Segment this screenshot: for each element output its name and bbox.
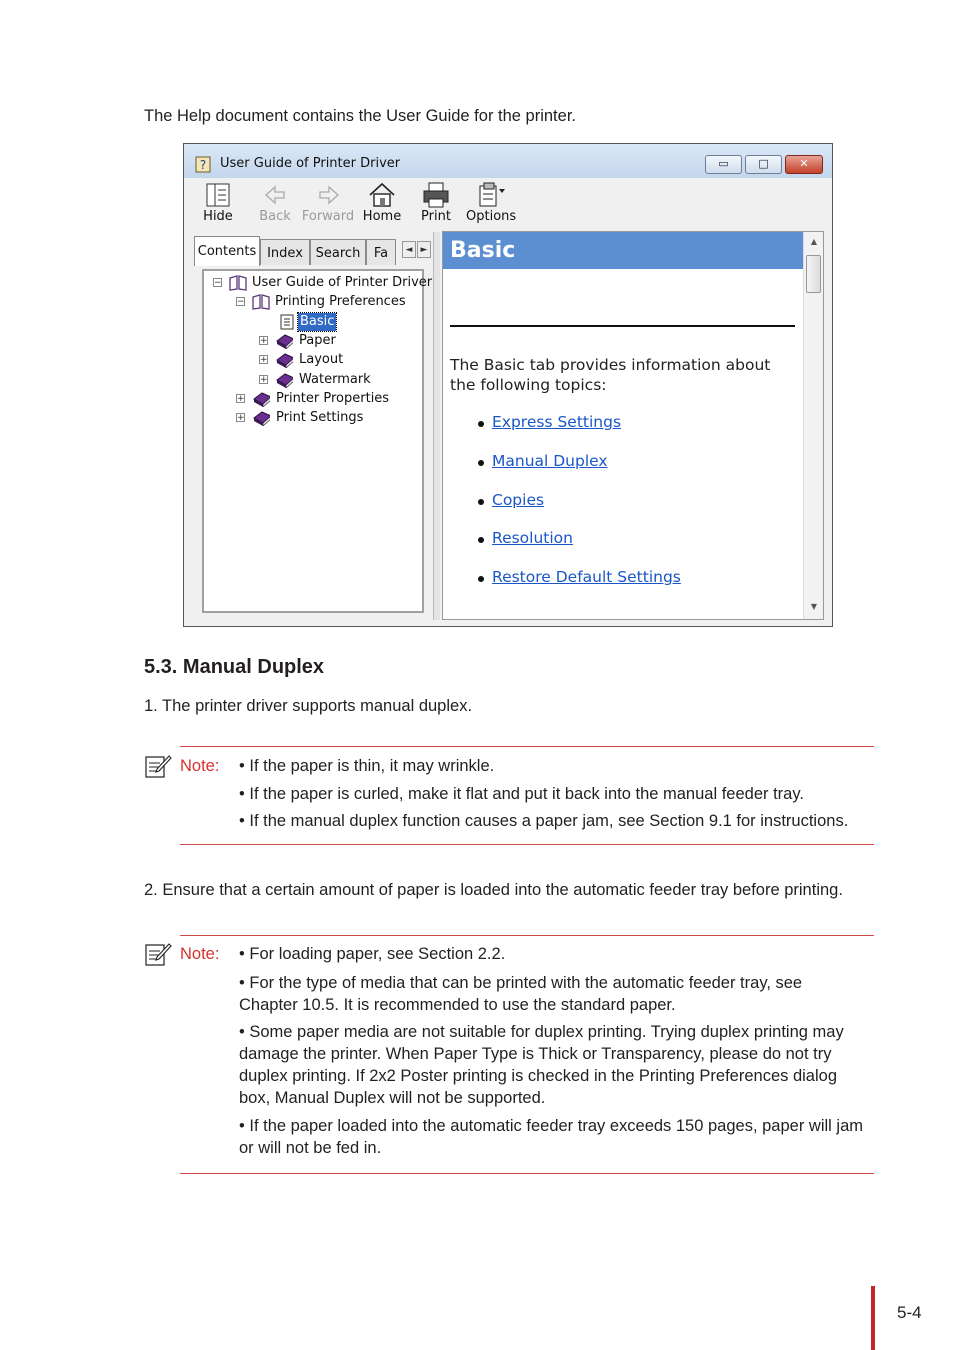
home-button[interactable] (362, 178, 402, 230)
closed-book-icon (275, 333, 293, 349)
open-book-icon (252, 294, 270, 310)
note-top-rule (180, 746, 874, 747)
bullet (478, 576, 484, 582)
bullet (478, 537, 484, 543)
navigation-pane (192, 236, 432, 620)
bullet (478, 421, 484, 427)
pane-splitter[interactable] (433, 232, 440, 620)
link-restore-default-settings[interactable]: Restore Default Settings (492, 568, 681, 586)
link-resolution[interactable]: Resolution (492, 529, 573, 547)
note-item: • For loading paper, see Section 2.2. (239, 945, 506, 963)
note-bottom-rule (180, 844, 874, 845)
options-icon (466, 181, 516, 209)
tree-item-label: Watermark (299, 372, 371, 387)
expand-icon[interactable]: + (237, 394, 245, 404)
hide-button[interactable] (198, 178, 238, 230)
home-label: Home (362, 209, 402, 224)
closed-book-icon (252, 391, 270, 407)
tab-search[interactable]: Search (310, 239, 366, 265)
tab-scroll-arrows (402, 241, 432, 259)
note-top-rule (180, 935, 874, 936)
tab-index[interactable]: Index (260, 239, 310, 265)
help-book-icon (194, 154, 214, 174)
topic-title: Basic (450, 238, 516, 263)
contents-tree (202, 269, 433, 613)
tab-scroll-right-button[interactable]: ► (417, 241, 431, 258)
bullet (478, 499, 484, 505)
expand-icon[interactable]: + (260, 375, 268, 385)
scroll-up-arrow-icon[interactable]: ▲ (810, 237, 818, 246)
expand-icon[interactable]: + (237, 413, 245, 423)
options-label: Options (466, 209, 517, 224)
tree-item-label: Printer Properties (276, 391, 390, 406)
page-marker-bar (871, 1286, 875, 1350)
tree-item-label: Print Settings (276, 410, 364, 425)
forward-label: Forward (301, 209, 355, 224)
title-bar[interactable] (184, 144, 832, 178)
close-icon: ✕ (799, 157, 809, 170)
expand-icon[interactable]: + (260, 355, 268, 365)
topic-divider (450, 325, 795, 327)
collapse-icon[interactable]: − (214, 278, 222, 288)
maximize-icon: □ (758, 157, 769, 170)
scroll-down-arrow-icon[interactable]: ▼ (810, 602, 818, 611)
note-bottom-rule (180, 1173, 874, 1174)
link-manual-duplex[interactable]: Manual Duplex (492, 452, 608, 470)
topic-pane (442, 231, 824, 620)
tree-item-label: Paper (299, 333, 336, 348)
tab-scroll-left-button[interactable]: ◄ (402, 241, 416, 258)
hide-icon (198, 181, 238, 209)
step-1-text: 1. The printer driver supports manual duplex. (144, 697, 473, 715)
tree-item-label: Basic (300, 314, 335, 329)
note-item: • If the paper is thin, it may wrinkle. (239, 757, 495, 775)
expand-icon[interactable]: + (260, 336, 268, 346)
tree-item-label: User Guide of Printer Driver (252, 275, 433, 290)
link-copies[interactable]: Copies (492, 491, 545, 509)
forward-arrow-icon (300, 181, 356, 209)
options-button[interactable] (466, 178, 516, 230)
note-pencil-icon (144, 941, 172, 967)
topic-banner (443, 232, 803, 269)
tab-contents[interactable]: Contents (194, 236, 260, 266)
toolbar (192, 178, 824, 230)
step-2-text: 2. Ensure that a certain amount of paper is loaded into the automatic feeder tray before printing. (144, 881, 843, 899)
hide-label: Hide (203, 209, 233, 224)
intro-text: The Help document contains the User Guide for the printer. (144, 107, 576, 125)
bullet (478, 460, 484, 466)
note-pencil-icon (144, 753, 172, 779)
note-label: Note: (180, 945, 220, 963)
note-item: • If the manual duplex function causes a paper jam, see Section 9.1 for instructions. (239, 812, 849, 830)
page-icon (278, 314, 296, 330)
back-button[interactable] (250, 178, 300, 230)
page-number: 5-4 (897, 1303, 922, 1322)
tab-favorites[interactable]: Fa (366, 239, 396, 265)
scrollbar-thumb[interactable] (806, 255, 821, 293)
forward-button[interactable] (300, 178, 356, 230)
collapse-icon[interactable]: − (237, 297, 245, 307)
note-label: Note: (180, 757, 220, 775)
note-item: • For the type of media that can be printed with the automatic feeder tray, see Chapter 10.5. It is recommended to use the standard paper. (239, 974, 803, 1014)
close-button[interactable] (785, 155, 823, 174)
link-express-settings[interactable]: Express Settings (492, 413, 622, 431)
minimize-icon: ▭ (718, 157, 729, 170)
tree-item-label: Printing Preferences (275, 294, 406, 309)
window-title: User Guide of Printer Driver (220, 156, 401, 171)
printer-icon (416, 181, 456, 209)
note-item: • If the paper loaded into the automatic feeder tray exceeds 150 pages, paper will jam or will not be fed in. (239, 1117, 863, 1157)
topic-intro: The Basic tab provides information about the following topics: (450, 356, 771, 394)
print-button[interactable] (416, 178, 456, 230)
print-label: Print (421, 209, 451, 224)
vertical-scrollbar[interactable] (803, 232, 824, 619)
svg-text:?: ? (199, 158, 207, 172)
help-window (183, 143, 833, 627)
note-item: • If the paper is curled, make it flat and put it back into the manual feeder tray. (239, 785, 804, 803)
home-icon (362, 181, 402, 209)
section-heading: 5.3. Manual Duplex (144, 656, 325, 678)
maximize-button[interactable] (745, 155, 782, 174)
closed-book-icon (252, 410, 270, 426)
tree-item-label: Layout (299, 352, 344, 367)
back-arrow-icon (250, 181, 300, 209)
closed-book-icon (275, 372, 293, 388)
back-label: Back (259, 209, 291, 224)
note-item: • Some paper media are not suitable for duplex printing. Trying duplex printing may damage the printer. When Paper Type is Thick or Transparency, please do not try duplex printing. If 2x2 Poster printing is checked in the Printing Preferences dialog box, Manual Duplex will not be supported. (239, 1023, 844, 1107)
closed-book-icon (275, 352, 293, 368)
minimize-button[interactable] (705, 155, 742, 174)
open-book-icon (229, 275, 247, 291)
